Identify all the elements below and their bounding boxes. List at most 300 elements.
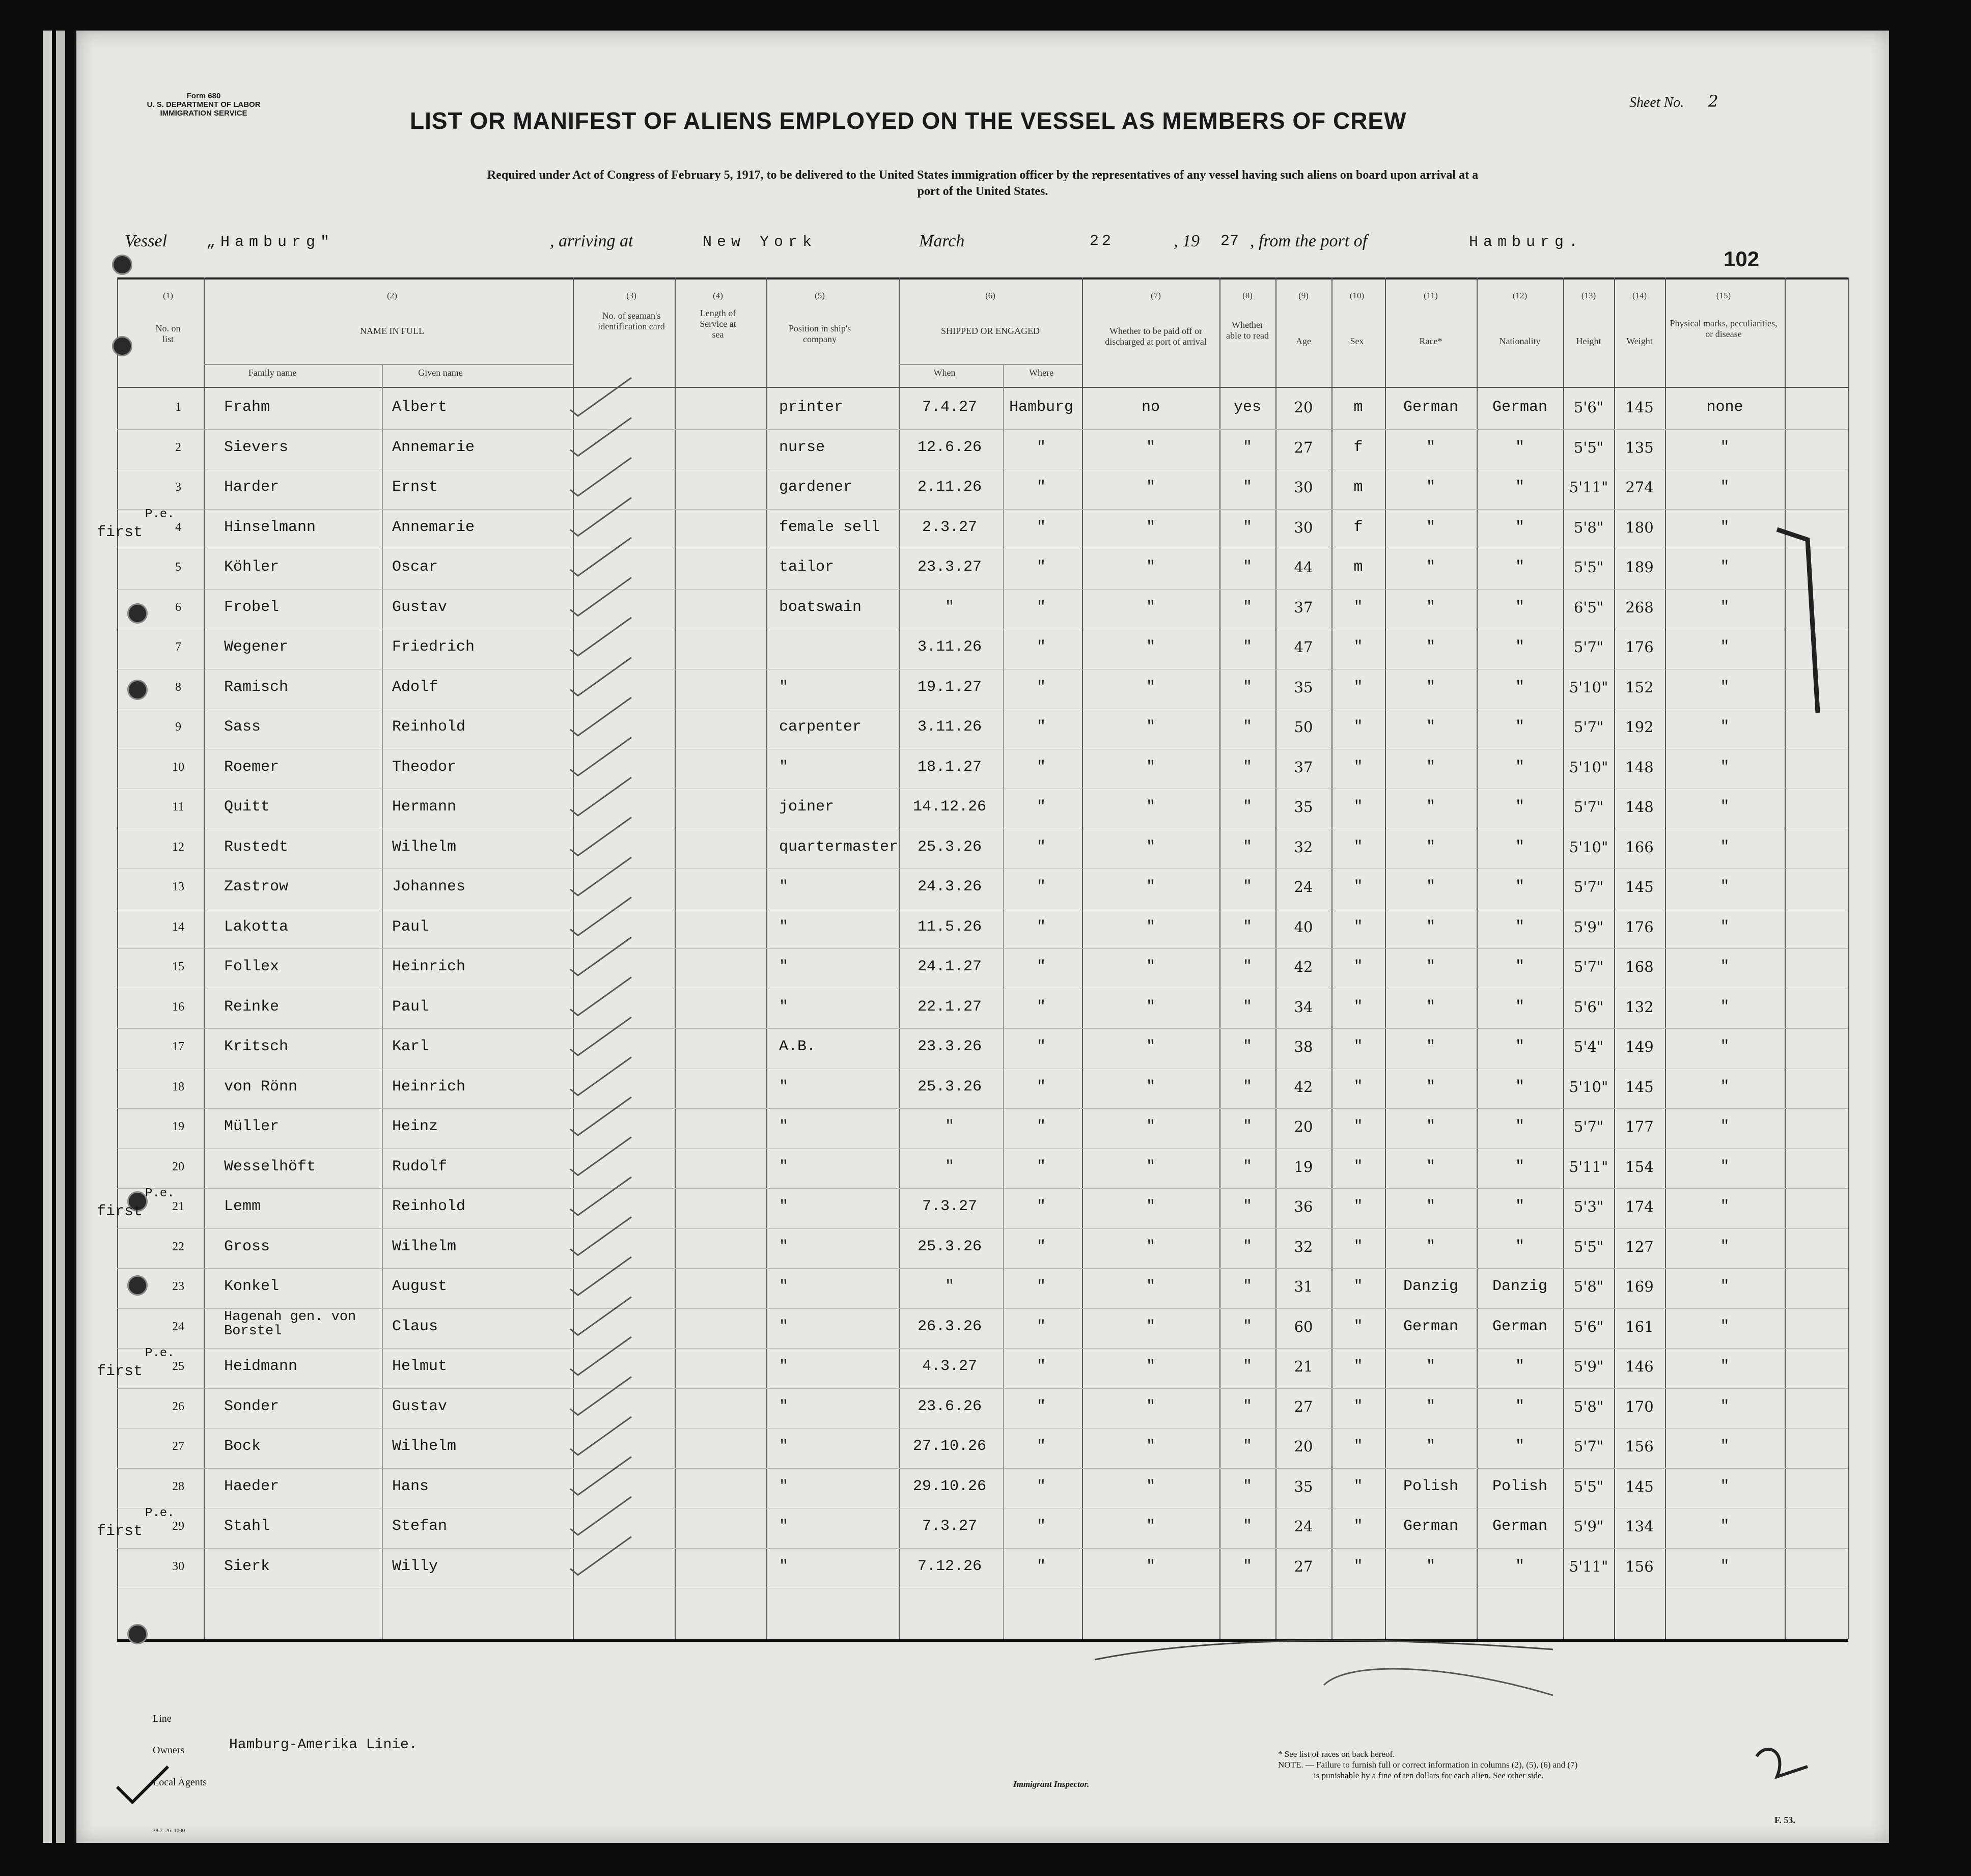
cell-nat: " <box>1515 1198 1524 1215</box>
tick-mark <box>570 1537 631 1575</box>
cell-sex: " <box>1353 1518 1363 1535</box>
cell-paid: " <box>1146 438 1155 456</box>
cell-height: 5'6" <box>1573 399 1604 416</box>
punch-hole <box>127 680 148 700</box>
cell-paid: " <box>1146 838 1155 856</box>
col-num-6: (6) <box>985 291 995 300</box>
cell-race: German <box>1403 399 1459 416</box>
cell-age: 32 <box>1294 838 1313 856</box>
cell-given: Friedrich <box>392 638 475 656</box>
cell-when: 27.10.26 <box>912 1438 987 1455</box>
cell-weight: 170 <box>1625 1397 1654 1415</box>
cell-position: " <box>779 678 789 696</box>
cell-position: female sell <box>779 518 880 536</box>
cell-weight: 145 <box>1625 1477 1654 1495</box>
cell-position: " <box>779 1477 789 1495</box>
cell-weight: 148 <box>1625 758 1654 776</box>
cell-sex: m <box>1353 399 1363 416</box>
cell-no: 3 <box>175 481 181 494</box>
cell-where: " <box>1036 1078 1046 1096</box>
subtitle-line-2: port of the United States. <box>917 185 1048 198</box>
col-num-3: (3) <box>626 291 636 300</box>
cell-marks: " <box>1720 1518 1730 1535</box>
cell-nat: " <box>1515 558 1524 576</box>
cell-sex: " <box>1353 958 1363 975</box>
cell-no: 19 <box>172 1120 184 1133</box>
cell-race: " <box>1426 718 1435 736</box>
cell-position: " <box>779 1118 789 1135</box>
cell-marks: " <box>1720 438 1730 456</box>
cell-paid: " <box>1146 558 1155 576</box>
cell-race: " <box>1426 1397 1435 1415</box>
cell-no: 7 <box>175 640 181 654</box>
tick-mark <box>570 1377 631 1415</box>
cell-where: " <box>1036 918 1046 936</box>
tick-mark <box>570 418 631 456</box>
cell-height: 5'7" <box>1573 878 1604 895</box>
cell-where: " <box>1036 758 1046 776</box>
cell-height: 5'7" <box>1573 798 1604 816</box>
cell-paid: " <box>1146 479 1155 496</box>
cell-no: 11 <box>172 800 184 814</box>
arrival-month: March <box>919 232 965 250</box>
cell-position: printer <box>779 399 844 416</box>
tick-mark <box>570 618 631 656</box>
cell-race: Danzig <box>1403 1278 1459 1295</box>
cell-paid: " <box>1146 1078 1155 1096</box>
cell-family: Bock <box>224 1438 261 1455</box>
cell-race: " <box>1426 1438 1435 1455</box>
cell-read: " <box>1242 1397 1252 1415</box>
cell-read: " <box>1242 878 1252 895</box>
cell-height: 5'5" <box>1573 558 1604 576</box>
cell-marks: " <box>1720 878 1730 895</box>
margin-pe-note: P.e. <box>145 1347 175 1360</box>
cell-when: 3.11.26 <box>917 718 982 736</box>
cell-age: 27 <box>1294 1557 1313 1575</box>
cell-when: 25.3.26 <box>917 1238 982 1255</box>
cell-nat: German <box>1492 399 1548 416</box>
cell-no: 1 <box>175 401 181 414</box>
cell-height: 5'9" <box>1573 1518 1604 1535</box>
cell-weight: 146 <box>1625 1358 1654 1375</box>
cell-paid: " <box>1146 1158 1155 1175</box>
cell-marks: " <box>1720 1078 1730 1096</box>
tick-mark <box>570 458 631 496</box>
cell-sex: " <box>1353 1078 1363 1096</box>
cell-given: August <box>392 1278 448 1295</box>
header-shipped: SHIPPED OR ENGAGED <box>940 326 1040 336</box>
inspector-signature <box>1095 1641 1553 1660</box>
cell-sex: f <box>1353 438 1363 456</box>
cell-weight: 176 <box>1625 918 1654 936</box>
cell-family: Sass <box>224 718 261 736</box>
cell-given: Hermann <box>392 798 457 816</box>
cell-height: 5'5" <box>1573 1238 1604 1255</box>
cell-read: " <box>1242 1318 1252 1335</box>
cell-when: 23.3.26 <box>917 1038 982 1055</box>
margin-pe-note: P.e. <box>145 1187 175 1200</box>
cell-age: 60 <box>1294 1318 1313 1335</box>
cell-weight: 132 <box>1625 998 1654 1016</box>
cell-family: Harder <box>224 479 280 496</box>
col-num-2: (2) <box>387 291 397 300</box>
cell-race: " <box>1426 878 1435 895</box>
cell-sex: " <box>1353 998 1363 1016</box>
cell-where: " <box>1036 638 1046 656</box>
cell-when: 29.10.26 <box>912 1477 987 1495</box>
cell-nat: Polish <box>1492 1477 1548 1495</box>
cell-weight: 145 <box>1625 1078 1654 1096</box>
cell-family: Stahl <box>224 1518 270 1535</box>
cell-when: " <box>945 1158 954 1175</box>
punch-hole <box>127 603 148 624</box>
cell-nat: " <box>1515 798 1524 816</box>
cell-no: 21 <box>172 1200 184 1213</box>
cell-sex: " <box>1353 1358 1363 1375</box>
cell-given: Rudolf <box>392 1158 448 1175</box>
cell-given: Albert <box>392 399 448 416</box>
tick-mark <box>570 697 631 736</box>
cell-height: 5'11" <box>1569 1158 1608 1175</box>
cell-position: " <box>779 918 789 936</box>
cell-race: " <box>1426 1557 1435 1575</box>
cell-race: Polish <box>1403 1477 1459 1495</box>
cell-read: yes <box>1233 399 1261 416</box>
cell-paid: " <box>1146 1278 1155 1295</box>
vessel-name: „Hamburg" <box>206 234 335 251</box>
cell-age: 42 <box>1294 958 1313 975</box>
cell-family: Follex <box>224 958 280 975</box>
form-number: Form 680 <box>186 92 221 100</box>
cell-when: 26.3.26 <box>917 1318 982 1335</box>
cell-where: " <box>1036 838 1046 856</box>
footer-notes <box>1278 1749 1577 1781</box>
tick-mark <box>570 898 631 936</box>
cell-when: " <box>945 1118 954 1135</box>
cell-no: 10 <box>172 760 184 774</box>
cell-read: " <box>1242 1158 1252 1175</box>
cell-position: " <box>779 1158 789 1175</box>
cell-read: " <box>1242 718 1252 736</box>
cell-position: " <box>779 1518 789 1535</box>
cell-position: " <box>779 958 789 975</box>
cell-given: Wilhelm <box>392 838 457 856</box>
cell-marks: " <box>1720 678 1730 696</box>
cell-race: " <box>1426 518 1435 536</box>
cell-age: 32 <box>1294 1238 1313 1255</box>
cell-sex: " <box>1353 718 1363 736</box>
cell-no: 26 <box>172 1399 184 1413</box>
cell-when: 7.3.27 <box>922 1198 978 1215</box>
header-length-service: Length of Service at sea <box>700 308 736 340</box>
header-physical: Physical marks, peculiarities, or disease <box>1670 318 1778 339</box>
tick-mark <box>570 498 631 536</box>
header-weight: Weight <box>1626 336 1653 346</box>
cell-race: " <box>1426 1078 1435 1096</box>
cell-paid: " <box>1146 918 1155 936</box>
cell-marks: " <box>1720 518 1730 536</box>
cell-age: 30 <box>1294 479 1313 496</box>
cell-weight: 156 <box>1625 1557 1654 1575</box>
cell-height: 5'9" <box>1573 1358 1604 1375</box>
cell-age: 20 <box>1294 1118 1313 1135</box>
cell-age: 35 <box>1294 798 1313 816</box>
cell-position: " <box>779 878 789 895</box>
cell-where: " <box>1036 1518 1046 1535</box>
cell-race: " <box>1426 1358 1435 1375</box>
cell-given: Wilhelm <box>392 1238 457 1255</box>
cell-family: Reinke <box>224 998 280 1016</box>
cell-paid: " <box>1146 1358 1155 1375</box>
col-num-4: (4) <box>713 291 723 300</box>
cell-sex: m <box>1353 558 1363 576</box>
header-height: Height <box>1576 336 1601 346</box>
cell-race: " <box>1426 558 1435 576</box>
cell-race: " <box>1426 479 1435 496</box>
cell-no: 9 <box>175 720 181 734</box>
cell-nat: " <box>1515 838 1524 856</box>
cell-age: 47 <box>1294 638 1313 656</box>
cell-paid: " <box>1146 1557 1155 1575</box>
footer-agents-label: Local Agents <box>153 1777 207 1788</box>
cell-height: 5'11" <box>1569 1557 1608 1575</box>
cell-marks: " <box>1720 758 1730 776</box>
cell-race: " <box>1426 758 1435 776</box>
cell-no: 24 <box>172 1320 184 1333</box>
cell-marks: " <box>1720 1278 1730 1295</box>
arrival-day: 22 <box>1090 233 1115 250</box>
cell-marks: " <box>1720 1198 1730 1215</box>
tick-mark <box>570 1217 631 1255</box>
cell-sex: " <box>1353 1477 1363 1495</box>
cell-where: " <box>1036 1238 1046 1255</box>
cell-weight: 154 <box>1625 1158 1654 1175</box>
cell-no: 28 <box>172 1479 184 1493</box>
cell-when: 4.3.27 <box>922 1358 978 1375</box>
cell-height: 5'8" <box>1573 518 1604 536</box>
cell-family: Kritsch <box>224 1038 289 1055</box>
cell-where: " <box>1036 958 1046 975</box>
cell-position: nurse <box>779 438 825 456</box>
cell-weight: 166 <box>1625 838 1654 856</box>
cell-when: 12.6.26 <box>917 438 982 456</box>
cell-weight: 180 <box>1625 518 1654 536</box>
punch-hole <box>112 336 132 356</box>
cell-nat: " <box>1515 518 1524 536</box>
cell-marks: " <box>1720 1477 1730 1495</box>
cell-sex: " <box>1353 1557 1363 1575</box>
cell-age: 27 <box>1294 1397 1313 1415</box>
cell-where: " <box>1036 479 1046 496</box>
cell-marks: " <box>1720 838 1730 856</box>
cell-given: Annemarie <box>392 438 475 456</box>
cell-read: " <box>1242 798 1252 816</box>
cell-position: boatswain <box>779 598 862 616</box>
cell-no: 16 <box>172 1000 184 1014</box>
cell-nat: " <box>1515 758 1524 776</box>
cell-position: " <box>779 758 789 776</box>
cell-weight: 161 <box>1625 1318 1654 1335</box>
tick-mark <box>570 937 631 975</box>
cell-race: " <box>1426 678 1435 696</box>
cell-when: 14.12.26 <box>912 798 987 816</box>
cell-position: " <box>779 1358 789 1375</box>
cell-sex: " <box>1353 1318 1363 1335</box>
cell-marks: " <box>1720 1438 1730 1455</box>
subtitle-line-1: Required under Act of Congress of February 5, 1917, to be delivered to the United States immigration officer by the representatives of any vessel having such aliens on board upon arrival at a <box>487 169 1479 182</box>
cell-race: " <box>1426 1118 1435 1135</box>
header-no-on-list: No. on list <box>155 323 181 344</box>
margin-pe-note: P.e. <box>145 1506 175 1520</box>
cell-age: 36 <box>1294 1198 1313 1215</box>
tick-mark <box>570 1137 631 1175</box>
cell-age: 24 <box>1294 878 1313 895</box>
header-seaman-id: No. of seaman's identification card <box>598 311 665 331</box>
margin-first-note: first <box>97 1363 143 1380</box>
cell-race: " <box>1426 918 1435 936</box>
cell-race: " <box>1426 1038 1435 1055</box>
footer-owners: Hamburg-Amerika Linie. <box>229 1737 418 1753</box>
cell-paid: " <box>1146 598 1155 616</box>
cell-position: " <box>779 1278 789 1295</box>
cell-given: Reinhold <box>392 1198 466 1215</box>
cell-read: " <box>1242 1238 1252 1255</box>
cell-when: 2.11.26 <box>917 479 982 496</box>
cell-read: " <box>1242 479 1252 496</box>
cell-paid: no <box>1141 399 1160 416</box>
cell-nat: " <box>1515 1557 1524 1575</box>
cell-race: " <box>1426 1198 1435 1215</box>
header-paid-off: Whether to be paid off or discharged at port of arrival <box>1105 326 1207 347</box>
cell-sex: " <box>1353 1438 1363 1455</box>
cell-read: " <box>1242 1198 1252 1215</box>
cell-nat: " <box>1515 1038 1524 1055</box>
margin-first-note: first <box>97 523 143 541</box>
cell-given: Ernst <box>392 479 438 496</box>
cell-nat: " <box>1515 718 1524 736</box>
cell-height: 5'11" <box>1569 479 1608 496</box>
page-edge-left-2 <box>56 31 65 1843</box>
cell-read: " <box>1242 1038 1252 1055</box>
tick-mark <box>570 1497 631 1535</box>
cell-sex: " <box>1353 1118 1363 1135</box>
cell-nat: German <box>1492 1518 1548 1535</box>
tick-mark <box>570 977 631 1016</box>
cell-age: 34 <box>1294 998 1313 1016</box>
cell-where: " <box>1036 1038 1046 1055</box>
cell-height: 5'7" <box>1573 1118 1604 1135</box>
footer-owners-label: Owners <box>153 1745 185 1756</box>
cell-given: Hans <box>392 1477 429 1495</box>
cell-nat: " <box>1515 479 1524 496</box>
col-num-9: (9) <box>1298 291 1309 300</box>
cell-race: " <box>1426 1158 1435 1175</box>
cell-nat: " <box>1515 1438 1524 1455</box>
cell-given: Wilhelm <box>392 1438 457 1455</box>
tick-mark <box>570 857 631 895</box>
cell-read: " <box>1242 1438 1252 1455</box>
cell-where: " <box>1036 1358 1046 1375</box>
cell-paid: " <box>1146 1198 1155 1215</box>
arrival-year: 27 <box>1220 233 1239 250</box>
cell-no: 25 <box>172 1360 184 1373</box>
cell-sex: " <box>1353 1038 1363 1055</box>
footer-line-label: Line <box>153 1713 172 1724</box>
cell-paid: " <box>1146 638 1155 656</box>
cell-nat: " <box>1515 678 1524 696</box>
checkmarks-overlay <box>76 31 1889 1843</box>
cell-age: 27 <box>1294 438 1313 456</box>
cell-marks: " <box>1720 958 1730 975</box>
cell-weight: 192 <box>1625 718 1654 736</box>
cell-given: Stefan <box>392 1518 448 1535</box>
cell-no: 17 <box>172 1040 184 1053</box>
cell-weight: 274 <box>1625 479 1654 496</box>
cell-paid: " <box>1146 798 1155 816</box>
from-label: , from the port of <box>1250 232 1368 250</box>
header-able-read: Whether able to read <box>1226 320 1269 341</box>
cell-read: " <box>1242 638 1252 656</box>
cell-read: " <box>1242 1477 1252 1495</box>
cell-position: tailor <box>779 558 835 576</box>
page-title: LIST OR MANIFEST OF ALIENS EMPLOYED ON THE VESSEL AS MEMBERS OF CREW <box>410 107 1407 134</box>
cell-marks: " <box>1720 1118 1730 1135</box>
cell-race: " <box>1426 598 1435 616</box>
cell-age: 44 <box>1294 558 1313 576</box>
cell-position: " <box>779 1078 789 1096</box>
tick-mark <box>570 378 631 416</box>
tick-mark <box>570 1417 631 1455</box>
cell-where: " <box>1036 1318 1046 1335</box>
cell-weight: 152 <box>1625 678 1654 696</box>
cell-sex: " <box>1353 1397 1363 1415</box>
col-num-5: (5) <box>815 291 825 300</box>
cell-sex: " <box>1353 758 1363 776</box>
cell-marks: " <box>1720 1397 1730 1415</box>
cell-marks: " <box>1720 1158 1730 1175</box>
cell-read: " <box>1242 598 1252 616</box>
cell-paid: " <box>1146 1118 1155 1135</box>
cell-race: " <box>1426 998 1435 1016</box>
punch-hole <box>127 1275 148 1296</box>
cell-when: 25.3.26 <box>917 1078 982 1096</box>
tick-mark <box>570 1097 631 1135</box>
cell-when: 19.1.27 <box>917 678 982 696</box>
cell-weight: 145 <box>1625 399 1654 416</box>
cell-sex: " <box>1353 1238 1363 1255</box>
cell-marks: none <box>1706 399 1743 416</box>
from-port: Hamburg. <box>1469 234 1584 251</box>
punch-hole <box>112 255 132 275</box>
cell-no: 5 <box>175 561 181 574</box>
cell-no: 12 <box>172 840 184 854</box>
cell-marks: " <box>1720 1318 1730 1335</box>
cell-age: 30 <box>1294 518 1313 536</box>
cell-height: 5'8" <box>1573 1397 1604 1415</box>
cell-given: Paul <box>392 998 429 1016</box>
cell-nat: " <box>1515 1118 1524 1135</box>
cell-where: " <box>1036 1198 1046 1215</box>
cell-weight: 177 <box>1625 1118 1654 1135</box>
cell-weight: 169 <box>1625 1278 1654 1295</box>
cell-given: Adolf <box>392 678 438 696</box>
year-prefix: , 19 <box>1174 232 1200 250</box>
header-where: Where <box>1029 368 1053 378</box>
vessel-label: Vessel <box>125 232 168 250</box>
cell-nat: " <box>1515 1158 1524 1175</box>
cell-sex: " <box>1353 678 1363 696</box>
